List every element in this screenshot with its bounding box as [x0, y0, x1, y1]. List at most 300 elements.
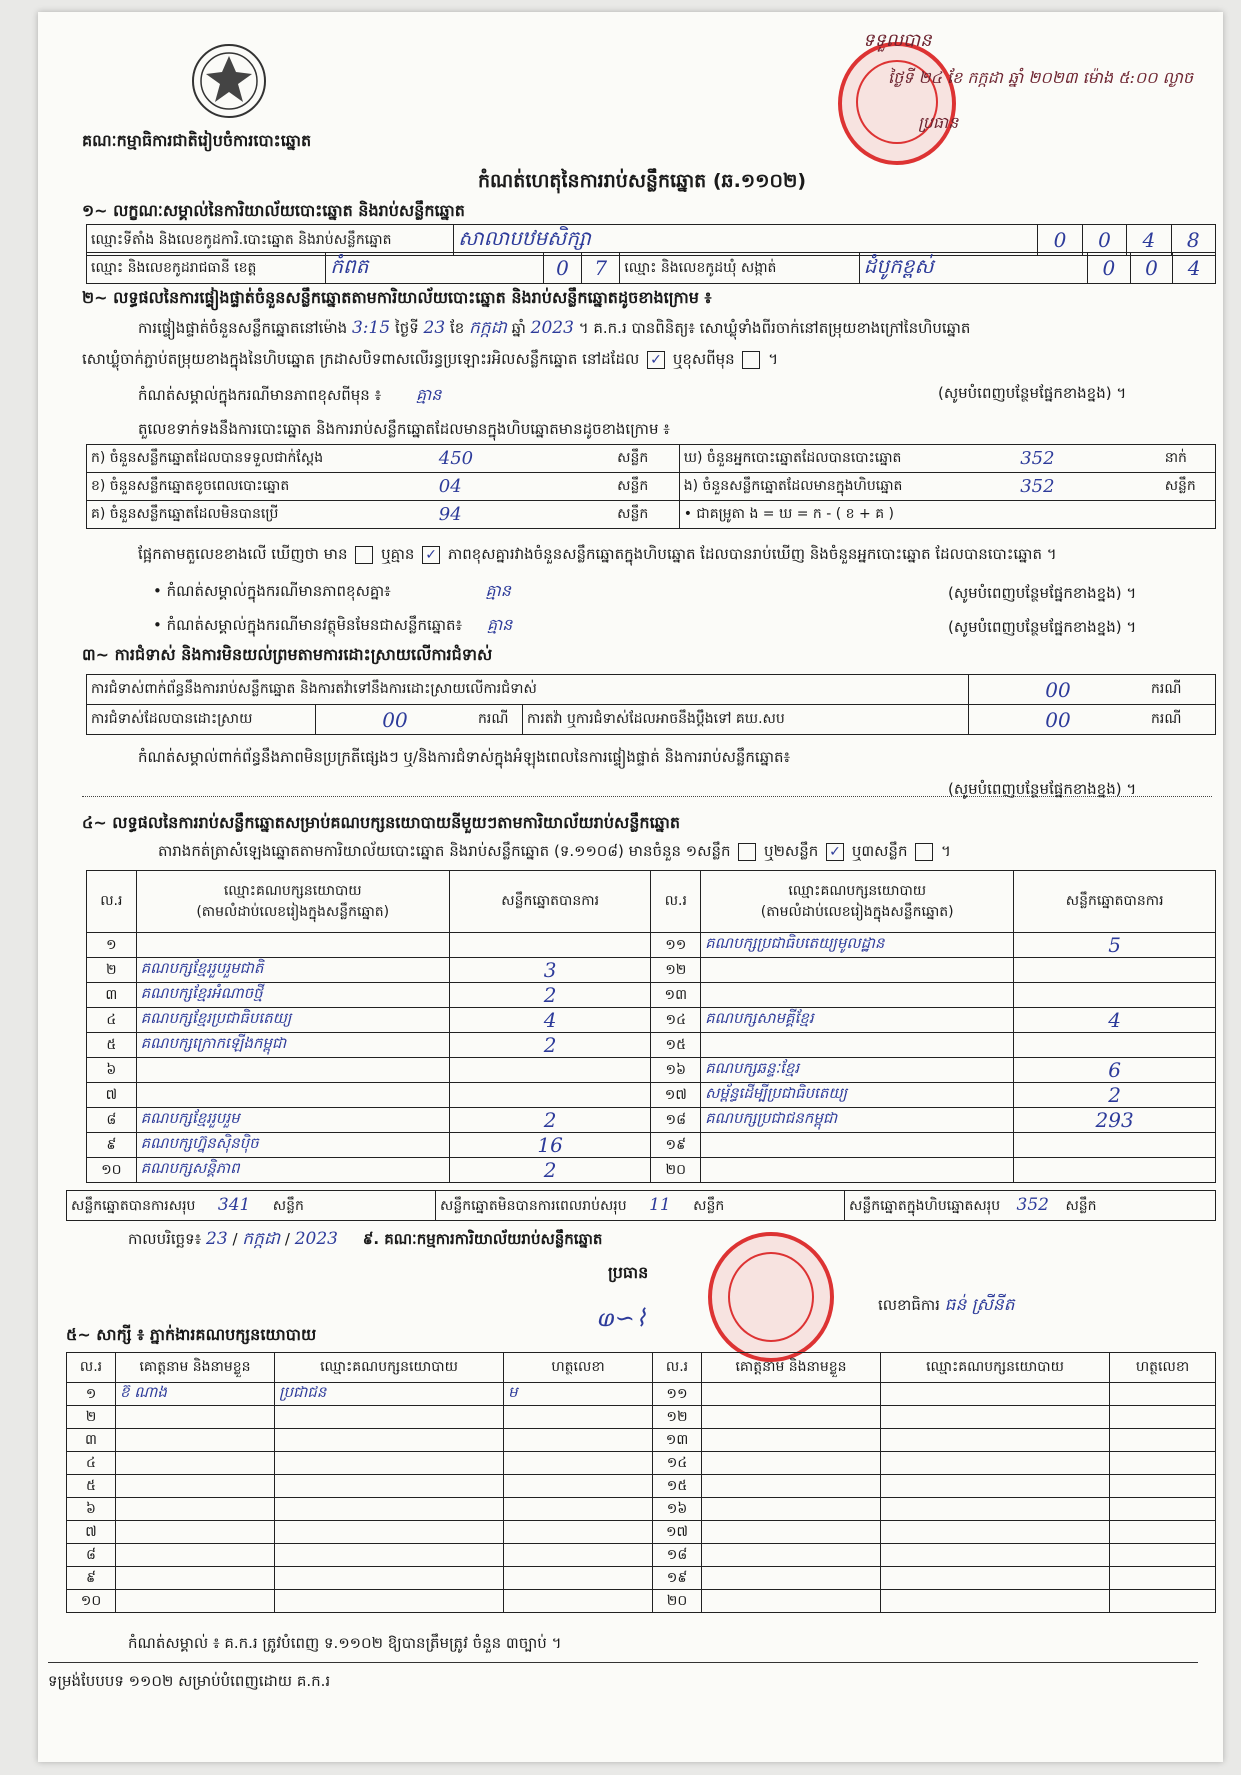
authority-name: គណៈកម្មាធិការជាតិរៀបចំការបោះឆ្នោត — [82, 131, 312, 150]
witness-left-sign — [504, 1544, 653, 1567]
total-box-unit: សន្លឹក — [1065, 1197, 1097, 1214]
count-c-label: គ) ចំនួនសន្លឹកឆ្នោតដែលមិនបានប្រើ — [87, 501, 435, 529]
results-row — [87, 983, 1216, 1008]
results-row — [87, 1058, 1216, 1083]
witness-right-party — [881, 1383, 1110, 1406]
results-left-party — [136, 933, 449, 958]
compare-text-c: ភាពខុសគ្នារវាងចំនួនសន្លឹកឆ្នោតក្នុងហិបឆ្នោត ដែលបានរាប់ឃើញ និងចំនួនអ្នកបោះឆ្នោត ដែលបានបោះឆ្នោត ។ — [447, 545, 1057, 563]
right-party-header-title: ឈ្មោះគណបក្សនយោបាយ — [788, 882, 927, 899]
results-left-no: ៤ — [87, 1008, 137, 1033]
witness-left-sign — [504, 1590, 653, 1613]
results-right-party — [701, 1133, 1014, 1158]
verification-day: 23 — [423, 318, 446, 338]
witness-left-party: ប្រជាជន — [275, 1383, 504, 1406]
stamp-line1: ទទួលបាន — [863, 30, 932, 51]
results-right-party — [701, 1158, 1014, 1183]
difference-note-tail: (សូមបំពេញបន្ថែមផ្នែកខាងខ្នង) ។ — [938, 384, 1127, 402]
count-d-unit: នាក់ — [1161, 445, 1216, 473]
witness-left-party — [275, 1590, 504, 1613]
results-left-party: គណបក្សសន្តិភាព — [136, 1158, 449, 1183]
results-row — [87, 1008, 1216, 1033]
witness-left-name — [116, 1429, 275, 1452]
objections-note-tail: (សូមបំពេញបន្ថែមផ្នែកខាងខ្នង) ។ — [948, 780, 1137, 798]
results-right-party: គណបក្សឆន្ទៈខ្មែរ — [701, 1058, 1014, 1083]
counts-intro: តួលេខទាក់ទងនឹងការបោះឆ្នោត និងការរាប់សន្លឹកឆ្នោតដែលមានក្នុងហិបឆ្នោតមានដូចខាងក្រោម ៖ — [138, 420, 670, 438]
total-invalid-cell — [436, 1191, 845, 1221]
left-no-header: ល.រ — [87, 871, 137, 933]
results-left-no: ៥ — [87, 1033, 137, 1058]
witness-right-no: ២០ — [653, 1590, 702, 1613]
witness-left-name — [116, 1452, 275, 1475]
note2-tail: (សូមបំពេញបន្ថែមផ្នែកខាងខ្នង) ។ — [948, 584, 1137, 602]
witness-left-sign-header: ហត្ថលេខា — [504, 1353, 653, 1383]
tally-sheets-line — [158, 842, 951, 864]
witness-left-sign — [504, 1406, 653, 1429]
objections-row2-label-b: ការតវ៉ា ឬការជំទាស់ដែលអាចនឹងប្តឹងទៅ គឃ.សប — [523, 705, 969, 735]
verification-line1 — [138, 317, 970, 342]
witness-right-name — [702, 1567, 881, 1590]
witness-right-party — [881, 1429, 1110, 1452]
results-right-votes — [1014, 1133, 1216, 1158]
witness-left-party — [275, 1567, 504, 1590]
stamp-line2: ថ្ងៃទី ២៤ ខែ កក្កដា ឆ្នាំ ២០២៣ ម៉ោង ៥:០០ ល្ងាច — [888, 68, 1194, 87]
witness-left-no: ៣ — [67, 1429, 116, 1452]
total-valid-unit: សន្លឹក — [272, 1197, 304, 1214]
note2-line — [153, 580, 511, 604]
witness-row — [67, 1567, 1216, 1590]
stamp-sign: ប្រធាន — [918, 113, 959, 132]
results-left-party: គណបក្សខ្មែរអំណាចថ្មី — [136, 983, 449, 1008]
count-b-value: 04 — [435, 473, 613, 501]
results-row — [87, 958, 1216, 983]
witness-left-party — [275, 1406, 504, 1429]
verification-year: 2023 — [530, 318, 574, 338]
witness-right-party-header: ឈ្មោះគណបក្សនយោបាយ — [881, 1353, 1110, 1383]
results-row — [87, 1083, 1216, 1108]
results-left-votes: 2 — [449, 1108, 651, 1133]
results-left-votes: 4 — [449, 1008, 651, 1033]
witness-left-no: ៩ — [67, 1567, 116, 1590]
witness-left-party — [275, 1429, 504, 1452]
received-stamp — [838, 42, 959, 165]
witness-right-name — [702, 1406, 881, 1429]
results-left-votes — [449, 1083, 651, 1108]
witness-left-sign — [504, 1498, 653, 1521]
witness-right-sign — [1110, 1383, 1216, 1406]
witness-left-no: ៤ — [67, 1452, 116, 1475]
note3-value: គ្មាន — [486, 615, 513, 634]
witness-row — [67, 1521, 1216, 1544]
footer-form-id: ទម្រង់បែបបទ ១១០២ សម្រាប់បំពេញដោយ គ.ក.រ — [48, 1672, 331, 1690]
total-valid-value: 341 — [217, 1194, 251, 1215]
results-left-party: គណបក្សខ្មែររួបរួម — [136, 1108, 449, 1133]
results-right-votes — [1014, 983, 1216, 1008]
secretary-label: លេខាធិការ — [878, 1296, 940, 1314]
witness-left-sign — [504, 1452, 653, 1475]
witness-left-sign — [504, 1429, 653, 1452]
witness-right-party — [881, 1475, 1110, 1498]
results-row — [87, 1033, 1216, 1058]
tally-text-c: ឬ៣សន្លឹក — [851, 842, 908, 860]
witness-right-party — [881, 1590, 1110, 1613]
tally-text-a: តារាងកត់ត្រាសំឡេងឆ្នោតតាមការិយាល័យបោះឆ្នោត និងរាប់សន្លឹកឆ្នោត (ទ.១១០៨) មានចំនួន ១សន្លឹក — [158, 842, 731, 860]
tally-text-b: ឬ២សន្លឹក — [764, 842, 819, 860]
witness-right-sign — [1110, 1452, 1216, 1475]
difference-note — [138, 384, 441, 408]
objections-row1-label: ការជំទាស់ពាក់ព័ន្ធនឹងការរាប់សន្លឹកឆ្នោត និងការតវ៉ាទៅនឹងការដោះស្រាយលើការជំទាស់ — [87, 675, 969, 705]
results-right-votes: 5 — [1014, 933, 1216, 958]
date-label: កាលបរិច្ឆេទ៖ — [128, 1230, 202, 1248]
total-valid-cell — [67, 1191, 436, 1221]
results-left-votes — [449, 1058, 651, 1083]
witness-right-party — [881, 1406, 1110, 1429]
witness-left-party — [275, 1498, 504, 1521]
total-box-cell — [845, 1191, 1216, 1221]
station-label: ឈ្មោះទីតាំង និងលេខកូដការិ.បោះឆ្នោត និងរាប់សន្លឹកឆ្នោត — [87, 225, 454, 256]
results-right-party — [701, 958, 1014, 983]
different-checkbox[interactable] — [742, 351, 760, 369]
note3-tail: (សូមបំពេញបន្ថែមផ្នែកខាងខ្នង) ។ — [948, 618, 1137, 636]
total-invalid-value: 11 — [649, 1194, 671, 1215]
results-left-party: គណបក្សខ្មែររួបរួមជាតិ — [136, 958, 449, 983]
secretary-value: ធន់ ស្រីនីត — [944, 1295, 1015, 1315]
witness-left-name — [116, 1544, 275, 1567]
note3-label: • កំណត់សម្គាល់ក្នុងករណីមានវត្ថុមិនមែនជាសន្លឹកឆ្នោត៖ — [153, 616, 463, 634]
right-votes-header: សន្លឹកឆ្នោតបានការ — [1014, 871, 1216, 933]
province-value: កំពត — [326, 253, 543, 284]
results-right-no: ១៩ — [651, 1133, 701, 1158]
station-code-2: 0 — [1082, 225, 1126, 256]
witness-right-sign — [1110, 1567, 1216, 1590]
results-right-party: គណបក្សប្រជាធិបតេយ្យមូលដ្ឋាន — [701, 933, 1014, 958]
witness-left-name: ខ៊ ណាង — [116, 1383, 275, 1406]
commune-value: ដំបូកខ្ពស់ — [859, 253, 1087, 284]
objections-row2-unit-b: ករណី — [1147, 705, 1216, 735]
section5-heading: ៥~ សាក្សី ៖ ភ្នាក់ងារគណបក្សនយោបាយ — [66, 1325, 317, 1344]
witness-left-no-header: ល.រ — [67, 1353, 116, 1383]
verification-text-c: ខែ — [449, 319, 465, 337]
commune-code-3: 4 — [1173, 253, 1216, 284]
results-right-no: ១៦ — [651, 1058, 701, 1083]
witness-left-name — [116, 1498, 275, 1521]
verification-line2 — [82, 350, 778, 372]
results-right-no: ២០ — [651, 1158, 701, 1183]
results-right-no: ១៣ — [651, 983, 701, 1008]
results-right-no: ១៥ — [651, 1033, 701, 1058]
witness-right-name — [702, 1429, 881, 1452]
results-left-votes: 16 — [449, 1133, 651, 1158]
results-right-votes — [1014, 958, 1216, 983]
verification-text-f: សោឃ្លុំចាក់ភ្ជាប់តម្រុយខាងក្នុងនៃហិបឆ្នោត ក្រដាសបិទពាសលើរន្ធប្រឡោះរអិលសន្លឹកឆ្នោត នៅដដែល — [82, 350, 640, 368]
witness-right-name-header: គោត្តនាម និងនាមខ្លួន — [702, 1353, 881, 1383]
objections-row2-unit: ករណី — [474, 705, 523, 735]
witness-right-no: ១៨ — [653, 1544, 702, 1567]
witness-left-no: ២ — [67, 1406, 116, 1429]
witness-left-party — [275, 1521, 504, 1544]
objections-table — [86, 674, 1216, 735]
results-right-votes: 293 — [1014, 1108, 1216, 1133]
province-label: ឈ្មោះ និងលេខកូដរាជធានី ខេត្ត — [87, 253, 326, 284]
witness-left-sign: ម — [504, 1383, 653, 1406]
witness-left-sign — [504, 1475, 653, 1498]
count-d-label: ឃ) ចំនួនអ្នកបោះឆ្នោតដែលបានបោះឆ្នោត — [679, 445, 1016, 473]
right-no-header: ល.រ — [651, 871, 701, 933]
difference-note-label: កំណត់សម្គាល់ក្នុងករណីមានភាពខុសពីមុន ៖ — [138, 386, 382, 404]
results-left-no: ៨ — [87, 1108, 137, 1133]
results-left-party — [136, 1083, 449, 1108]
objections-row1-unit: ករណី — [1147, 675, 1216, 705]
results-right-party: សម្ព័ន្ធដើម្បីប្រជាធិបតេយ្យ — [701, 1083, 1014, 1108]
results-right-votes: 6 — [1014, 1058, 1216, 1083]
results-left-no: ៣ — [87, 983, 137, 1008]
witness-left-name — [116, 1475, 275, 1498]
results-left-party: គណបក្សខ្មែរប្រជាធិបតេយ្យ — [136, 1008, 449, 1033]
results-right-party: គណបក្សប្រជាជនកម្ពុជា — [701, 1108, 1014, 1133]
witness-right-sign — [1110, 1406, 1216, 1429]
two-sheets-checkbox[interactable]: ✓ — [826, 843, 844, 861]
verification-time: 3:15 — [351, 318, 391, 338]
left-party-header-sub: (តាមលំដាប់លេខរៀងក្នុងសន្លឹកឆ្នោត) — [196, 903, 390, 920]
witness-right-party — [881, 1544, 1110, 1567]
witness-left-no: ១០ — [67, 1590, 116, 1613]
witness-row — [67, 1452, 1216, 1475]
witness-right-name — [702, 1475, 881, 1498]
witness-left-no: ៥ — [67, 1475, 116, 1498]
witness-right-sign — [1110, 1590, 1216, 1613]
witness-right-no: ១៩ — [653, 1567, 702, 1590]
witness-right-name — [702, 1452, 881, 1475]
count-a-label: ក) ចំនួនសន្លឹកឆ្នោតដែលបានទទួលជាក់ស្តែង — [87, 445, 435, 473]
objections-row2-label: ការជំទាស់ដែលបានដោះស្រាយ — [87, 705, 316, 735]
witness-right-sign — [1110, 1475, 1216, 1498]
station-code-1: 0 — [1038, 225, 1082, 256]
province-code-1: 0 — [543, 253, 581, 284]
witness-left-party — [275, 1544, 504, 1567]
total-invalid-unit: សន្លឹក — [693, 1197, 725, 1214]
verification-text-g: ឬខុសពីមុន — [672, 350, 735, 368]
count-e-label: ង) ចំនួនសន្លឹកឆ្នោតដែលមានក្នុងហិបឆ្នោត — [679, 473, 1016, 501]
section2-heading: ២~ លទ្ធផលនៃការផ្ទៀងផ្ទាត់ចំនួនសន្លឹកឆ្នោតតាមការិយាល័យបោះឆ្នោត និងរាប់សន្លឹកឆ្នោតដូចខាងក្រោម ៖ — [82, 288, 712, 307]
verification-text-a: ការផ្ទៀងផ្ទាត់ចំនួនសន្លឹកឆ្នោតនៅម៉ោង — [138, 319, 348, 337]
witness-row — [67, 1544, 1216, 1567]
results-right-no: ១៤ — [651, 1008, 701, 1033]
station-value: សាលាបឋមសិក្សា — [454, 225, 1038, 256]
witness-right-no: ១៧ — [653, 1521, 702, 1544]
date-line: កាលបរិច្ឆេទ៖ 23 / កក្កដា / 2023 ៩. គណៈកម្មការការិយាល័យរាប់សន្លឹកឆ្នោត — [128, 1229, 603, 1249]
results-right-party — [701, 983, 1014, 1008]
note3-line — [153, 614, 512, 638]
secretary-line — [878, 1294, 1015, 1319]
results-row — [87, 1108, 1216, 1133]
witness-left-party-header: ឈ្មោះគណបក្សនយោបាយ — [275, 1353, 504, 1383]
results-left-no: ២ — [87, 958, 137, 983]
results-right-no: ១៧ — [651, 1083, 701, 1108]
witness-left-sign — [504, 1521, 653, 1544]
witness-left-no: ៦ — [67, 1498, 116, 1521]
chair-title: ប្រធាន — [608, 1263, 649, 1282]
results-left-votes: 2 — [449, 1158, 651, 1183]
province-table — [86, 252, 1216, 284]
objections-note: កំណត់សម្គាល់ពាក់ព័ន្ធនឹងភាពមិនប្រក្រតីផ្សេងៗ ឬ/និងការជំទាស់ក្នុងអំឡុងពេលនៃការផ្ទៀងផ្ទាត់ និងការរាប់សន្លឹកឆ្នោត៖ — [138, 748, 791, 766]
count-e-unit: សន្លឹក — [1161, 473, 1216, 501]
results-right-votes — [1014, 1158, 1216, 1183]
witness-left-sign — [504, 1567, 653, 1590]
nec-emblem — [190, 42, 268, 120]
witness-row — [67, 1475, 1216, 1498]
results-right-party — [701, 1033, 1014, 1058]
results-right-no: ១២ — [651, 958, 701, 983]
results-right-party: គណបក្សសាមគ្គីខ្មែរ — [701, 1008, 1014, 1033]
witness-right-name — [702, 1383, 881, 1406]
witness-row — [67, 1429, 1216, 1452]
compare-text-a: ផ្អែកតាមតួលេខខាងលើ ឃើញថា មាន — [138, 545, 348, 563]
results-right-no: ១១ — [651, 933, 701, 958]
results-left-votes: 3 — [449, 958, 651, 983]
witness-left-name — [116, 1590, 275, 1613]
witness-right-name — [702, 1498, 881, 1521]
commune-code-2: 0 — [1130, 253, 1173, 284]
left-party-header — [136, 871, 449, 933]
witness-right-party — [881, 1521, 1110, 1544]
results-left-votes: 2 — [449, 983, 651, 1008]
no-difference-checkbox[interactable]: ✓ — [422, 546, 440, 564]
left-votes-header: សន្លឹកឆ្នោតបានការ — [449, 871, 651, 933]
results-right-votes — [1014, 1033, 1216, 1058]
form-sheet — [38, 12, 1223, 1762]
verification-text-b: ថ្ងៃទី — [394, 319, 419, 337]
total-valid-label: សន្លឹកឆ្នោតបានការសរុប — [71, 1197, 196, 1214]
results-right-no: ១៨ — [651, 1108, 701, 1133]
right-party-header-sub: (តាមលំដាប់លេខរៀងក្នុងសន្លឹកឆ្នោត) — [760, 903, 954, 920]
witness-right-name — [702, 1544, 881, 1567]
count-d-value: 352 — [1016, 445, 1161, 473]
results-left-no: ១ — [87, 933, 137, 958]
verification-text-e: ។ គ.ក.រ បានពិនិត្យ៖ សោឃ្លុំទាំងពីរចាក់នៅតម្រុយខាងក្រៅនៃហិបឆ្នោត — [578, 319, 971, 337]
witness-left-no: ៧ — [67, 1521, 116, 1544]
compare-line — [138, 545, 1057, 567]
right-party-header — [701, 871, 1014, 933]
totals-table — [66, 1190, 1216, 1221]
results-left-party: គណបក្សហ្វ៊ុនស៊ិនប៉ិច — [136, 1133, 449, 1158]
witness-right-name — [702, 1521, 881, 1544]
witness-right-no: ១២ — [653, 1406, 702, 1429]
witness-right-party — [881, 1567, 1110, 1590]
objections-row2-value-b: 00 — [969, 705, 1148, 735]
verification-text-d: ឆ្នាំ — [511, 319, 526, 337]
results-left-no: ៩ — [87, 1133, 137, 1158]
results-left-no: ៦ — [87, 1058, 137, 1083]
witness-row — [67, 1383, 1216, 1406]
results-left-votes: 2 — [449, 1033, 651, 1058]
witness-right-no-header: ល.រ — [653, 1353, 702, 1383]
results-right-votes: 2 — [1014, 1083, 1216, 1108]
witness-row — [67, 1590, 1216, 1613]
commune-label: ឈ្មោះ និងលេខកូដឃុំ សង្កាត់ — [620, 253, 859, 284]
results-row — [87, 933, 1216, 958]
count-c-value: 94 — [435, 501, 613, 529]
witness-left-party — [275, 1452, 504, 1475]
counts-table — [86, 444, 1216, 529]
form-title: កំណត់ហេតុនៃការរាប់សន្លឹកឆ្នោត (ឆ.១១០២) — [478, 170, 807, 192]
chair-signature: ⱷ∽⌇ — [598, 1304, 647, 1332]
same-checkbox[interactable]: ✓ — [647, 351, 665, 369]
witness-right-no: ១៤ — [653, 1452, 702, 1475]
witness-left-no: ៨ — [67, 1544, 116, 1567]
witness-right-sign — [1110, 1521, 1216, 1544]
results-left-party — [136, 1058, 449, 1083]
committee-title: ៩. គណៈកម្មការការិយាល័យរាប់សន្លឹកឆ្នោត — [362, 1230, 603, 1248]
count-b-label: ខ) ចំនួនសន្លឹកឆ្នោតខូចពេលបោះឆ្នោត — [87, 473, 435, 501]
count-c-unit: សន្លឹក — [613, 501, 679, 529]
witness-table — [66, 1352, 1216, 1613]
results-right-votes: 4 — [1014, 1008, 1216, 1033]
count-e-value: 352 — [1016, 473, 1161, 501]
difference-note-value: គ្មាន — [415, 385, 442, 404]
witness-left-name — [116, 1521, 275, 1544]
results-row — [87, 1133, 1216, 1158]
witness-left-no: ១ — [67, 1383, 116, 1406]
witness-right-sign — [1110, 1544, 1216, 1567]
results-left-votes — [449, 933, 651, 958]
verification-text-h: ។ — [768, 350, 779, 368]
objections-row2-value: 00 — [316, 705, 475, 735]
witness-left-name — [116, 1567, 275, 1590]
date-year: 2023 — [294, 1229, 338, 1249]
commune-code-1: 0 — [1088, 253, 1131, 284]
witness-left-party — [275, 1475, 504, 1498]
results-left-party: គណបក្សក្រោកឡើងកម្ពុជា — [136, 1033, 449, 1058]
results-row — [87, 1158, 1216, 1183]
witness-right-name — [702, 1590, 881, 1613]
verification-month: កក្កដា — [469, 318, 507, 338]
witness-right-sign — [1110, 1498, 1216, 1521]
count-formula: • ជាគម្រូតា ង = ឃ = ក - ( ខ + គ ) — [679, 501, 1215, 529]
total-invalid-label: សន្លឹកឆ្នោតមិនបានការពេលរាប់សរុប — [440, 1197, 627, 1214]
note2-value: គ្មាន — [485, 581, 511, 600]
one-sheet-checkbox[interactable] — [738, 843, 756, 861]
station-code-3: 4 — [1127, 225, 1171, 256]
left-party-header-title: ឈ្មោះគណបក្សនយោបាយ — [223, 882, 362, 899]
witness-right-no: ១១ — [653, 1383, 702, 1406]
results-left-no: ៧ — [87, 1083, 137, 1108]
compare-text-b: ឬគ្មាន — [381, 545, 415, 563]
witness-left-name-header: គោត្តនាម និងនាមខ្លួន — [116, 1353, 275, 1383]
note2-label: • កំណត់សម្គាល់ក្នុងករណីមានភាពខុសគ្នា៖ — [153, 582, 391, 600]
office-seal — [708, 1232, 834, 1362]
count-a-value: 450 — [435, 445, 613, 473]
witness-right-no: ១៥ — [653, 1475, 702, 1498]
count-b-unit: សន្លឹក — [613, 473, 679, 501]
count-a-unit: សន្លឹក — [613, 445, 679, 473]
witness-right-sign-header: ហត្ថលេខា — [1110, 1353, 1216, 1383]
province-code-2: 7 — [582, 253, 620, 284]
section1-heading: ១~ លក្ខណៈសម្គាល់នៃការិយាល័យបោះឆ្នោត និងរាប់សន្លឹកឆ្នោត — [82, 201, 465, 220]
witness-right-sign — [1110, 1429, 1216, 1452]
results-left-no: ១០ — [87, 1158, 137, 1183]
witness-row — [67, 1498, 1216, 1521]
total-box-value: 352 — [1016, 1194, 1049, 1215]
tally-text-d: ។ — [941, 842, 951, 860]
witness-row — [67, 1406, 1216, 1429]
section4-heading: ៤~ លទ្ធផលនៃការរាប់សន្លឹកឆ្នោតសម្រាប់គណបក្សនយោបាយនីមួយៗតាមការិយាល័យរាប់សន្លឹកឆ្នោត — [82, 813, 681, 832]
results-table — [86, 870, 1216, 1183]
witness-right-party — [881, 1498, 1110, 1521]
section3-heading: ៣~ ការជំទាស់ និងការមិនយល់ព្រមតាមការដោះស្រាយលើការជំទាស់ — [82, 645, 493, 664]
witness-right-no: ១៣ — [653, 1429, 702, 1452]
has-difference-checkbox[interactable] — [355, 546, 373, 564]
witness-left-name — [116, 1406, 275, 1429]
three-sheets-checkbox[interactable] — [915, 843, 933, 861]
